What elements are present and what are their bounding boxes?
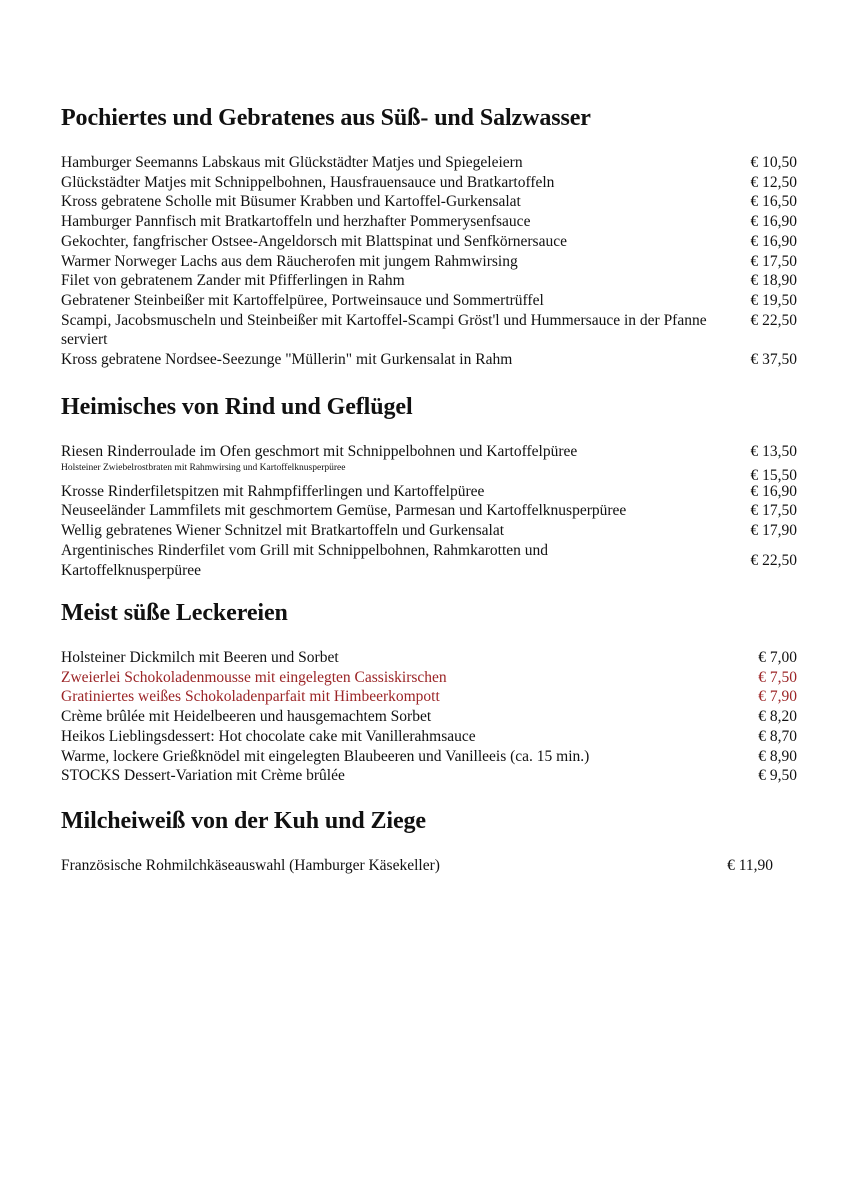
section-desserts: [61, 598, 797, 786]
menu-item: [61, 482, 797, 502]
section-fish: [61, 103, 797, 370]
dish-name: STOCKS Dessert-Variation mit Crème brûlée: [61, 767, 345, 785]
dish-name: Scampi, Jacobsmuscheln und Steinbeißer mit Kartoffel-Scampi Gröst'l und Hummersauce in der Pfanne serviert: [61, 311, 707, 349]
dish-price: € 12,50: [750, 173, 797, 191]
dish-price: € 16,50: [750, 193, 797, 211]
dish-price: € 16,90: [750, 232, 797, 250]
dish-name: Gekochter, fangfrischer Ostsee-Angeldorsch mit Blattspinat und Senfkörnersauce: [61, 232, 567, 250]
menu-item: [61, 856, 773, 876]
dish-price: € 7,90: [758, 688, 797, 706]
dish-name: Neuseeländer Lammfilets mit geschmortem Gemüse, Parmesan und Kartoffelknusperpüree: [61, 502, 627, 520]
menu-item: [61, 521, 797, 541]
section-cheese: [61, 806, 797, 876]
dish-price: € 18,90: [750, 272, 797, 290]
dish-name: Zweierlei Schokoladenmousse mit eingelegten Cassiskirschen: [61, 668, 447, 686]
menu-item: [61, 668, 797, 688]
dish-price: € 16,90: [750, 213, 797, 231]
menu-item: [61, 766, 797, 786]
dish-price: € 7,00: [758, 649, 797, 666]
dish-name: Hamburger Seemanns Labskaus mit Glückstädter Matjes und Spiegeleiern: [61, 154, 523, 171]
dish-name: Argentinisches Rinderfilet vom Grill mit Schnippelbohnen, Rahmkarotten und Kartoffelknusperpüree: [61, 541, 549, 579]
menu-item: [61, 727, 797, 747]
menu-item: [61, 192, 797, 212]
dish-price: € 22,50: [750, 551, 797, 569]
dish-name: Französische Rohmilchkäseauswahl (Hamburger Käsekeller): [61, 857, 440, 874]
dish-price: € 16,90: [750, 482, 797, 500]
menu-item: [61, 153, 797, 173]
dish-price: € 9,50: [758, 767, 797, 785]
menu-item: [61, 687, 797, 707]
menu-item: [61, 462, 797, 482]
dish-price: € 19,50: [750, 291, 797, 309]
dish-price: € 11,90: [727, 857, 773, 874]
dish-price: € 13,50: [750, 443, 797, 460]
dish-price: € 8,90: [758, 747, 797, 765]
dish-name: Warmer Norweger Lachs aus dem Räucherofen mit jungem Rahmwirsing: [61, 252, 518, 270]
dish-name: Heikos Lieblingsdessert: Hot chocolate cake mit Vanillerahmsauce: [61, 727, 476, 745]
menu-item: [61, 311, 797, 350]
dish-price: € 17,50: [750, 502, 797, 520]
menu-item: [61, 541, 797, 580]
menu-item: [61, 648, 797, 668]
dish-name: Krosse Rinderfiletspitzen mit Rahmpfifferlingen und Kartoffelpüree: [61, 482, 485, 500]
section-title: Heimisches von Rind und Geflügel: [61, 394, 413, 420]
dish-name: Filet von gebratenem Zander mit Pfifferlingen in Rahm: [61, 272, 405, 290]
menu-item: [61, 350, 797, 370]
dish-name: Gratiniertes weißes Schokoladenparfait mit Himbeerkompott: [61, 688, 440, 706]
dish-price: € 8,20: [758, 708, 797, 726]
dish-name: Hamburger Pannfisch mit Bratkartoffeln und herzhafter Pommerysenfsauce: [61, 213, 531, 231]
dish-name: Warme, lockere Grießknödel mit eingelegten Blaubeeren und Vanilleeis (ca. 15 min.): [61, 747, 590, 765]
dish-name: Kross gebratene Nordsee-Seezunge "Müllerin" mit Gurkensalat in Rahm: [61, 351, 513, 369]
menu-item: [61, 501, 797, 521]
dish-name: Crème brûlée mit Heidelbeeren und hausgemachtem Sorbet: [61, 708, 432, 726]
menu-item: [61, 442, 797, 462]
section-beef-poultry: [61, 392, 797, 580]
dish-name: Holsteiner Dickmilch mit Beeren und Sorbet: [61, 649, 339, 666]
dish-name: Gebratener Steinbeißer mit Kartoffelpüree, Portweinsauce und Sommertrüffel: [61, 291, 544, 309]
menu-item: [61, 271, 797, 291]
dish-price: € 7,50: [758, 668, 797, 686]
menu-list: [61, 856, 773, 876]
dish-price: € 8,70: [758, 727, 797, 745]
menu-item: [61, 747, 797, 767]
dish-price: € 17,50: [750, 252, 797, 270]
dish-name: Glückstädter Matjes mit Schnippelbohnen, Hausfrauensauce und Bratkartoffeln: [61, 173, 555, 191]
menu-item: [61, 173, 797, 193]
section-title: Pochiertes und Gebratenes aus Süß- und Salzwasser: [61, 105, 591, 131]
dish-name: Wellig gebratenes Wiener Schnitzel mit Bratkartoffeln und Gurkensalat: [61, 522, 505, 540]
dish-price: € 10,50: [750, 154, 797, 171]
section-title: Meist süße Leckereien: [61, 600, 288, 626]
menu-list: [61, 648, 797, 786]
dish-name: Kross gebratene Scholle mit Büsumer Krabben und Kartoffel-Gurkensalat: [61, 193, 521, 211]
dish-name: Holsteiner Zwiebelrostbraten mit Rahmwirsing und Kartoffelknusperpüree: [61, 462, 346, 473]
menu-item: [61, 291, 797, 311]
menu-item: [61, 232, 797, 252]
menu-item: [61, 252, 797, 272]
menu-item: [61, 212, 797, 232]
dish-price: € 22,50: [750, 311, 797, 329]
dish-price: € 15,50: [750, 466, 797, 484]
menu-list: [61, 153, 797, 370]
dish-name: Riesen Rinderroulade im Ofen geschmort mit Schnippelbohnen und Kartoffelpüree: [61, 443, 578, 460]
section-title: Milcheiweiß von der Kuh und Ziege: [61, 808, 426, 834]
dish-price: € 17,90: [750, 522, 797, 540]
menu-item: [61, 707, 797, 727]
dish-price: € 37,50: [750, 351, 797, 369]
menu-list: [61, 442, 797, 580]
